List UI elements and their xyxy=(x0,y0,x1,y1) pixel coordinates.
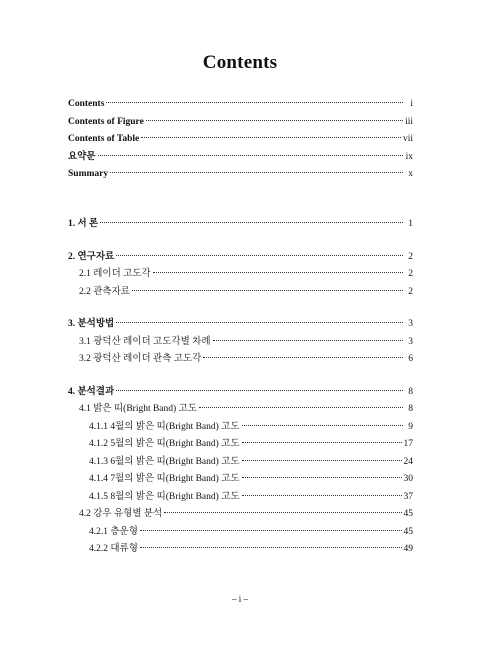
toc-entry-3[interactable]: 3. 분석방법 3 xyxy=(68,319,413,329)
page-number: ix xyxy=(405,152,413,162)
dot-leader xyxy=(116,255,403,256)
dot-leader xyxy=(106,102,403,103)
dot-leader xyxy=(132,290,403,291)
toc-entry-4-1-2[interactable]: 4.1.2 5월의 밝은 띠(Bright Band) 고도 17 xyxy=(89,439,413,449)
dot-leader xyxy=(98,155,403,156)
toc-entry-contents-of-table[interactable]: Contents of Table vii xyxy=(68,134,413,144)
toc-entry-4[interactable]: 4. 분석결과 8 xyxy=(68,387,413,397)
toc-entry-4-1-5[interactable]: 4.1.5 8월의 밝은 띠(Bright Band) 고도 37 xyxy=(89,492,413,502)
page-number: 45 xyxy=(403,527,413,537)
page-number: iii xyxy=(405,117,413,127)
toc-entry-abstract-korean[interactable]: 요약문 ix xyxy=(68,152,413,162)
toc-entry-4-1-1[interactable]: 4.1.1 4월의 밝은 띠(Bright Band) 고도 9 xyxy=(89,422,413,432)
page-number: 3 xyxy=(408,337,413,347)
page-number: 45 xyxy=(403,509,413,519)
page-number: x xyxy=(408,169,413,179)
page-footer-number: – i – xyxy=(231,594,248,604)
page-number: 8 xyxy=(408,404,413,414)
page-title: Contents xyxy=(202,52,278,73)
page-number: 3 xyxy=(408,319,413,329)
dot-leader xyxy=(203,357,403,358)
toc-entry-2[interactable]: 2. 연구자료 2 xyxy=(68,252,413,262)
dot-leader xyxy=(213,340,404,341)
toc-entry-contents-of-figure[interactable]: Contents of Figure iii xyxy=(68,117,413,127)
dot-leader xyxy=(141,137,401,138)
toc-entry-4-2-2[interactable]: 4.2.2 대류형 49 xyxy=(89,544,413,554)
page-number: vii xyxy=(402,134,413,144)
toc-entry-2-1[interactable]: 2.1 레이더 고도각 2 xyxy=(79,269,413,279)
page-number: 6 xyxy=(408,354,413,364)
toc-entry-contents[interactable]: Contents i xyxy=(68,99,413,109)
page-number: 2 xyxy=(408,269,413,279)
dot-leader xyxy=(242,425,403,426)
dot-leader xyxy=(140,547,402,548)
toc-entry-3-2[interactable]: 3.2 광덕산 레이더 관측 고도각 6 xyxy=(79,354,413,364)
page-number: 17 xyxy=(403,439,413,449)
dot-leader xyxy=(146,120,403,121)
dot-leader xyxy=(242,477,402,478)
toc-entry-4-1[interactable]: 4.1 밝은 띠(Bright Band) 고도 8 xyxy=(79,404,413,414)
toc-entry-3-1[interactable]: 3.1 광덕산 레이더 고도각별 차례 3 xyxy=(79,337,413,347)
dot-leader xyxy=(242,460,402,461)
dot-leader xyxy=(116,390,403,391)
page-number: 37 xyxy=(403,492,413,502)
dot-leader xyxy=(164,512,401,513)
dot-leader xyxy=(110,172,403,173)
page-number: 24 xyxy=(403,457,413,467)
dot-leader xyxy=(153,272,403,273)
toc-entry-4-2[interactable]: 4.2 강우 유형별 분석 45 xyxy=(79,509,413,519)
toc-entry-4-1-3[interactable]: 4.1.3 6월의 밝은 띠(Bright Band) 고도 24 xyxy=(89,457,413,467)
dot-leader xyxy=(100,222,403,223)
dot-leader xyxy=(242,495,402,496)
toc-entry-4-2-1[interactable]: 4.2.1 층운형 45 xyxy=(89,527,413,537)
page-number: 2 xyxy=(408,252,413,262)
dot-leader xyxy=(242,442,402,443)
toc-entry-1[interactable]: 1. 서 론 1 xyxy=(68,219,413,229)
page-number: 9 xyxy=(408,422,413,432)
page-number: 49 xyxy=(403,544,413,554)
toc-entry-summary[interactable]: Summary x xyxy=(68,169,413,179)
page-number: 2 xyxy=(408,287,413,297)
page-number: 8 xyxy=(408,387,413,397)
page-number: 1 xyxy=(408,219,413,229)
dot-leader xyxy=(116,322,403,323)
dot-leader xyxy=(140,530,402,531)
dot-leader xyxy=(199,407,403,408)
toc-entry-4-1-4[interactable]: 4.1.4 7월의 밝은 띠(Bright Band) 고도 30 xyxy=(89,474,413,484)
page-number: i xyxy=(410,99,413,109)
page-number: 30 xyxy=(403,474,413,484)
toc-entry-2-2[interactable]: 2.2 관측자료 2 xyxy=(79,287,413,297)
